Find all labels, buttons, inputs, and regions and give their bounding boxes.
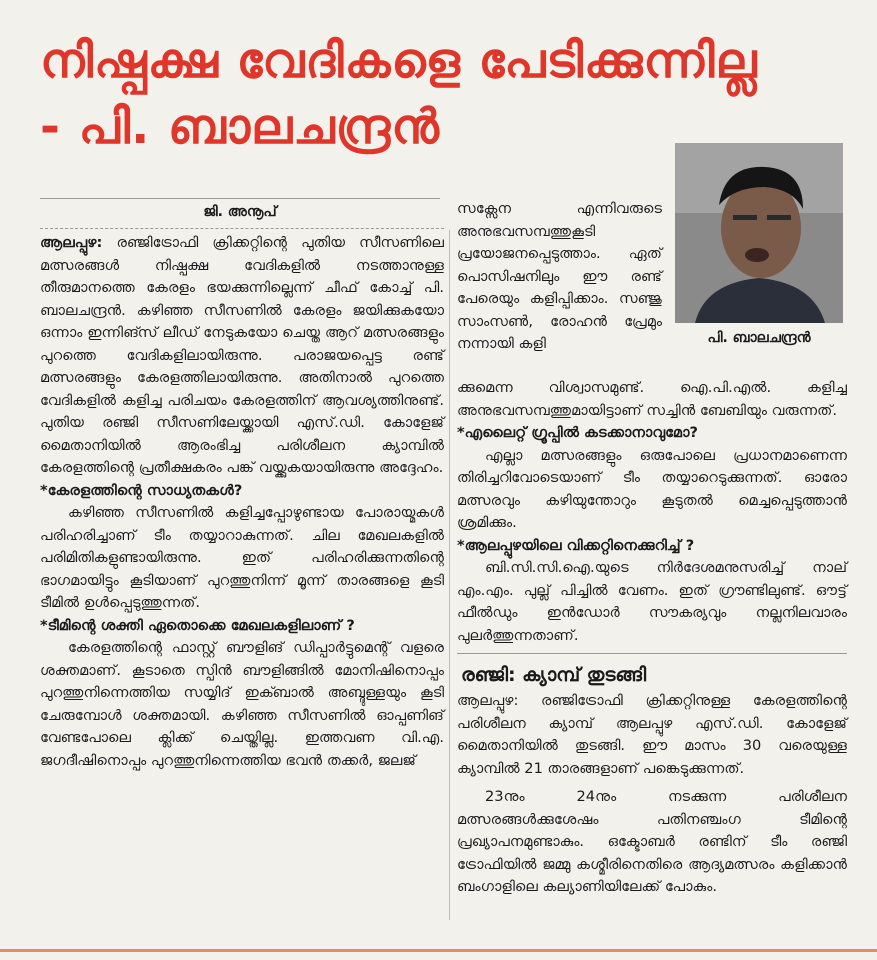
article-column-right	[457, 377, 847, 899]
answer-prospects: കഴിഞ്ഞ സീസണിൽ കളിച്ചപ്പോഴുണ്ടായ പോരായ്മകൾ പരിഹരിച്ചാണ് ടീം തയ്യാറാകുന്നത്. ചില മേഖലകളിൽ പരിമിതികളുണ്ടായിരുന്നു. ഇത് പരിഹരിക്കുന്നതിന്റെ ഭാഗമായിട്ടും കൂടിയാണ് പുറത്തുനിന്ന് മൂന്ന് താരങ്ങളെ കൂടി ടീമിൽ ഉൾപ്പെടുത്തുന്നത്.	[40, 504, 444, 611]
question-strengths: *ടീമിന്റെ ശക്തി ഏതൊക്കെ മേഖലകളിലാണ് ?	[40, 616, 355, 634]
byline-rule-top	[40, 198, 440, 199]
column-divider	[449, 230, 450, 920]
portrait-photo	[675, 143, 843, 323]
question-prospects: *കേരളത്തിന്റെ സാധ്യതകൾ?	[40, 481, 243, 499]
continued-paragraph: ക്കുമെന്ന വിശ്വാസമുണ്ട്. ഐ.പി.എൽ. കളിച്ച അനുഭവസമ്പത്തുമായിട്ടാണ് സച്ചിൻ ബേബിയും വരുന്നത്.	[457, 379, 847, 419]
article-column-right-top	[457, 198, 662, 356]
headline	[40, 28, 860, 160]
photo-caption: പി. ബാലചന്ദ്രൻ	[707, 330, 811, 346]
sidebar-paragraph-1: ആലപ്പുഴ: രഞ്ജിട്രോഫി ക്രിക്കറ്റിനുള്ള കേരളത്തിന്റെ പരിശീലന ക്യാമ്പ് ആലപ്പുഴ എസ്.ഡി. കോളേജ് മൈതാനിയിൽ തുടങ്ങി. ഈ മാസം 30 വരെയുള്ള ക്യാമ്പിൽ 21 താരങ്ങളാണ് പങ്കെടുക്കുന്നത്.	[457, 692, 847, 777]
continued-paragraph-top: സക്സേന എന്നിവരുടെ അനുഭവസമ്പത്തുകൂടി പ്രയോജനപ്പെടുത്താം. ഏത് പൊസിഷനിലും ഈ രണ്ട് പേരെയും കളിപ്പിക്കാം. സഞ്ജു സാംസൺ, രോഹൻ പ്രേമും നന്നായി കളി	[457, 200, 662, 352]
question-elite-group: *എലൈറ്റ് ഗ്രൂപ്പിൽ കടക്കാനാവുമോ?	[457, 424, 698, 441]
dateline: ആലപ്പുഴ:	[40, 234, 103, 251]
headline-line-2: - പി. ബാലചന്ദ്രൻ	[40, 99, 440, 155]
sidebar-headline: രഞ്ജി: ക്യാമ്പ് തുടങ്ങി	[461, 664, 647, 686]
article-column-left	[40, 232, 444, 772]
intro-paragraph: രഞ്ജിട്രോഫി ക്രിക്കറ്റിന്റെ പുതിയ സീസണിലെ മത്സരങ്ങൾ നിഷ്പക്ഷ വേദികളിൽ നടത്താനുള്ള തീരുമാനത്തെ കേരളം ഭയക്കുന്നില്ലെന്ന് ചീഫ് കോച്ച് പി. ബാലചന്ദ്രൻ. കഴിഞ്ഞ സീസണിൽ കേരളം ജയിക്കുകയോ ഒന്നാം ഇന്നിങ്സ് ലീഡ് നേടുകയോ ചെയ്ത ആറ് മത്സരങ്ങളും പുറത്തെ വേദികളിലായിരുന്നു. പരാജയപ്പെട്ട രണ്ട് മത്സരങ്ങളും കേരളത്തിലായിരുന്നു. അതിനാൽ പുറത്തെ വേദികളിൽ കളിച്ച പരിചയം കേരളത്തിന് ആവശ്യത്തിനുണ്ട്. പുതിയ രഞ്ജി സീസണിലേയ്ക്കായി എസ്.ഡി. കോളേജ് മൈതാനിയിൽ ആരംഭിച്ച പരിശീലന ക്യാമ്പിൽ കേരളത്തിന്റെ പ്രതീക്ഷകരം പങ്ക് വയ്ക്കുകയായിരുന്നു അദ്ദേഹം.	[40, 234, 444, 476]
answer-wicket: ബി.സി.സി.ഐ.യുടെ നിർദേശമനുസരിച്ച് നാല് എം.എം. പുല്ല് പിച്ചിൽ വേണം. ഇത് ഗ്രൗണ്ടിലുണ്ട്. ഔട്ട് ഫീൽഡും ഇൻഡോർ സൗകര്യവും നല്ലനിലവാരം പുലർത്തുന്നതാണ്.	[457, 559, 847, 644]
question-wicket: *ആലപ്പുഴയിലെ വിക്കറ്റിനെക്കുറിച്ച് ?	[457, 536, 695, 554]
byline: ജി. അനൂപ്	[203, 204, 277, 220]
sidebar-paragraph-2: 23നും 24നും നടക്കുന്ന പരിശീലന മത്സരങ്ങൾക്കുശേഷം പതിനഞ്ചംഗ ടീമിന്റെ പ്രഖ്യാപനമുണ്ടാകും. ഒക്ടോബർ രണ്ടിന് ടീം രഞ്ജി ട്രോഫിയിൽ ജമ്മു കശ്മീരിനെതിരെ ആദ്യമത്സരം കളിക്കാൻ ബംഗാളിലെ കല്യാണിയിലേക്ക് പോകും.	[457, 788, 847, 895]
byline-rule-bottom	[40, 228, 444, 229]
answer-elite-group: എല്ലാ മത്സരങ്ങളും ഒരുപോലെ പ്രധാനമാണെന്ന തിരിച്ചറിവോടെയാണ് ടീം തയ്യാറെടുക്കുന്നത്. ഓരോ മത്സരവും കഴിയുന്തോറും കൂടുതൽ മെച്ചപ്പെടുത്താൻ ശ്രമിക്കും.	[457, 446, 847, 531]
answer-strengths: കേരളത്തിന്റെ ഫാസ്റ്റ് ബൗളിങ് ഡിപ്പാർട്ടുമെന്റ് വളരെ ശക്തമാണ്. കൂടാതെ സ്പിൻ ബൗളിങ്ങിൽ മോനിഷിനൊപ്പം പുറത്തുനിന്നെത്തിയ സയ്യിദ് ഇക്ബാൽ അബ്ദുള്ളയും കൂടി ചേരുമ്പോൾ ശക്തമായി. കഴിഞ്ഞ സീസണിൽ ഓപ്പണിങ് വേണ്ടപോലെ ക്ലിക്ക് ചെയ്തില്ല. ഇത്തവണ വി.എ. ജഗദീഷിനൊപ്പം പുറത്തുനിന്നെത്തിയ ഭവൻ തക്കർ, ജലജ്	[40, 639, 444, 769]
headline-line-1: നിഷ്പക്ഷ വേദികളെ പേടിക്കുന്നില്ല	[40, 33, 758, 89]
box-rule	[457, 653, 847, 654]
portrait-image	[675, 143, 843, 323]
bottom-border	[0, 946, 877, 960]
